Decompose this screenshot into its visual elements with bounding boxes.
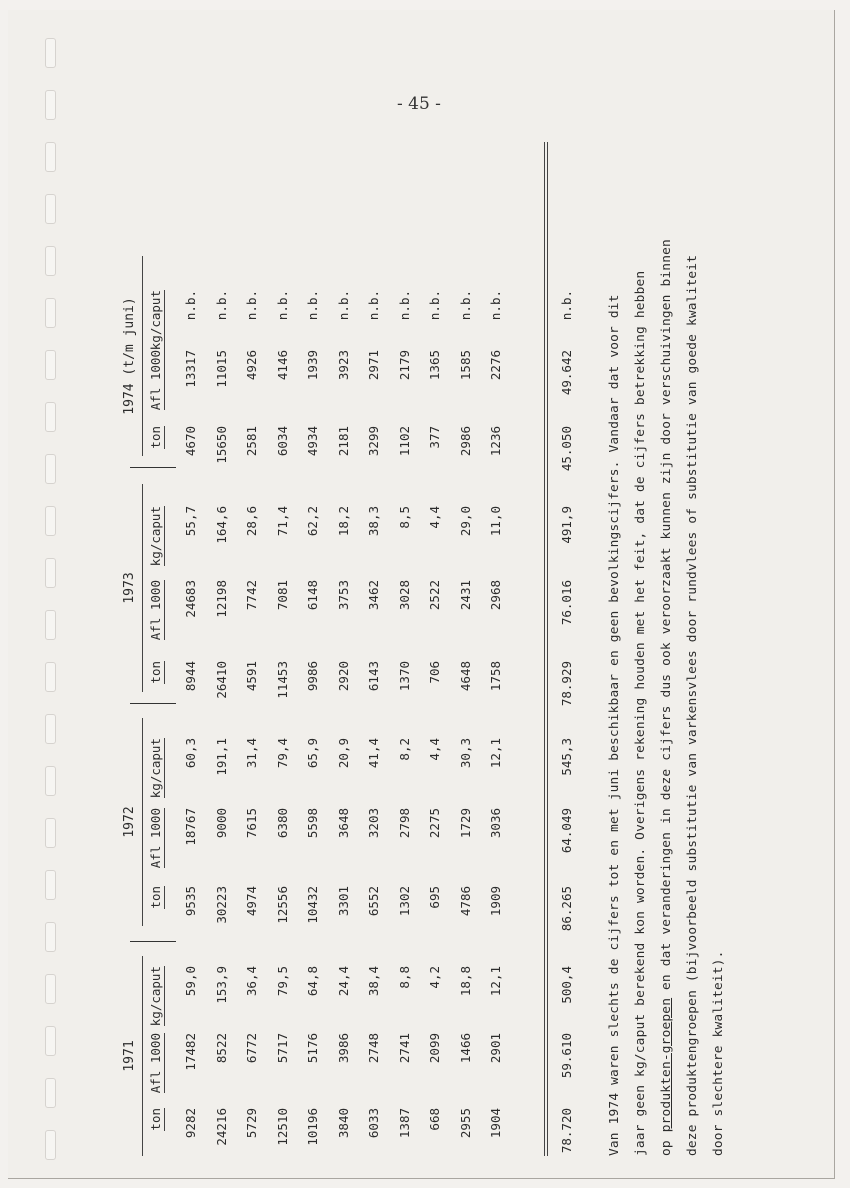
table-cell: 4,4: [427, 506, 442, 529]
table-cell: 1387: [396, 1108, 412, 1139]
table-cell: 62,2: [305, 506, 320, 537]
total-cell: 45.050: [559, 426, 574, 472]
punch-hole: [45, 38, 56, 68]
total-cell: 76.016: [559, 580, 574, 626]
table-cell: n.b.: [366, 290, 381, 321]
note-line-4: deze produktengroepen (bijvoorbeeld substitutie van varkensvlees door rundvlees of substitutie van goede kwaliteit: [685, 254, 700, 1156]
table-cell: 4,4: [427, 738, 442, 761]
table-cell: 3462: [366, 580, 381, 611]
table-cell: 6148: [305, 580, 320, 611]
table-cell: 4786: [457, 886, 473, 917]
table-cell: n.b.: [427, 290, 442, 321]
table-cell: 18,8: [457, 966, 473, 997]
table-rule: [544, 142, 545, 1156]
note-line-1: Van 1974 waren slechts de cijfers tot en met juni beschikbaar en geen bevolkingscijfers. Vandaar dat voor dit: [607, 294, 622, 1156]
table-cell: 59,0: [183, 966, 198, 997]
table-cell: 29,0: [457, 506, 473, 537]
column-header-label: ton: [148, 886, 163, 909]
table-cell: 13317: [183, 350, 198, 388]
year-header: 1974 (t/m juni): [122, 256, 144, 456]
column-header-label: Afl 1000: [148, 350, 163, 411]
punch-hole: [45, 246, 56, 276]
table-cell: 1729: [457, 808, 473, 839]
table-cell: 9986: [305, 661, 320, 692]
table-cell: 28,6: [244, 506, 259, 537]
table-cell: 668: [427, 1108, 442, 1131]
table-cell: 79,4: [274, 738, 290, 769]
table-cell: 6552: [366, 886, 381, 917]
column-header-afl: [148, 580, 170, 668]
column-header-kg: [148, 738, 170, 818]
table-cell: 2986: [457, 426, 473, 457]
table-cell: 2276: [488, 350, 503, 381]
total-cell: 64.049: [559, 808, 574, 854]
table-cell: 15650: [213, 426, 229, 464]
punch-hole: [45, 922, 56, 952]
table-cell: 3923: [335, 350, 351, 381]
table-cell: 2955: [457, 1108, 473, 1139]
table-cell: 41,4: [366, 738, 381, 769]
punch-hole: [45, 974, 56, 1004]
column-header-ton: [148, 1108, 170, 1178]
table-cell: 55,7: [183, 506, 198, 537]
table-cell: n.b.: [274, 290, 290, 321]
table-cell: 8522: [213, 1033, 229, 1064]
table-cell: 4926: [244, 350, 259, 381]
total-cell: 78.929: [559, 661, 574, 707]
table-cell: 7081: [274, 580, 290, 611]
table-cell: 5598: [305, 808, 320, 839]
table-cell: 1302: [396, 886, 412, 917]
table-cell: 191,1: [213, 738, 229, 776]
column-header-kg: [148, 506, 170, 586]
table-cell: 8,5: [396, 506, 412, 529]
table-cell: 5717: [274, 1033, 290, 1064]
table-cell: n.b.: [457, 290, 473, 321]
table-cell: 10196: [305, 1108, 320, 1146]
note-line-2: jaar geen kg/caput berekend kon worden. Overigens rekening houden met het feit, dat de cijfers betrekking hebben: [633, 270, 648, 1156]
punch-hole: [45, 454, 56, 484]
table-cell: 10432: [305, 886, 320, 924]
table-cell: 24683: [183, 580, 198, 618]
punch-hole: [45, 402, 56, 432]
column-header-label: kg/caput: [148, 966, 163, 1027]
table-cell: 7615: [244, 808, 259, 839]
column-header-afl: [148, 808, 170, 894]
table-cell: 2181: [335, 426, 351, 457]
column-header-label: ton: [148, 1108, 163, 1131]
table-cell: 26410: [213, 661, 229, 699]
table-cell: 706: [427, 661, 442, 684]
column-header-ton: [148, 661, 170, 737]
table-cell: n.b.: [213, 290, 229, 321]
table-cell: 4146: [274, 350, 290, 381]
year-header: 1971: [122, 956, 144, 1156]
table-cell: 1466: [457, 1033, 473, 1064]
table-cell: 3986: [335, 1033, 351, 1064]
column-header-afl: [148, 1033, 170, 1113]
table-cell: 2099: [427, 1033, 442, 1064]
note-line-3: [659, 142, 683, 1156]
table-cell: 38,4: [366, 966, 381, 997]
punch-hole: [45, 506, 56, 536]
table-cell: 11,0: [488, 506, 503, 537]
column-header-label: Afl 1000: [148, 1033, 163, 1094]
table-cell: 1758: [488, 661, 503, 692]
table-cell: n.b.: [305, 290, 320, 321]
punch-hole: [45, 350, 56, 380]
table-cell: 12198: [213, 580, 229, 618]
table-cell: 6033: [366, 1108, 381, 1139]
table-cell: 2901: [488, 1033, 503, 1064]
table-cell: 3753: [335, 580, 351, 611]
table-cell: 1370: [396, 661, 412, 692]
table-cell: 2522: [427, 580, 442, 611]
table-cell: 3648: [335, 808, 351, 839]
table-cell: 12556: [274, 886, 290, 924]
table-cell: 1102: [396, 426, 412, 457]
note-line-3-prefix: op: [659, 1132, 674, 1156]
table-cell: 6772: [244, 1033, 259, 1064]
table-cell: 2798: [396, 808, 412, 839]
table-cell: 1585: [457, 350, 473, 381]
table-cell: 6034: [274, 426, 290, 457]
table-cell: 31,4: [244, 738, 259, 769]
table-cell: 30223: [213, 886, 229, 924]
table-cell: n.b.: [488, 290, 503, 321]
table-cell: 2581: [244, 426, 259, 457]
year-header: 1972: [122, 718, 144, 926]
total-cell: n.b.: [559, 290, 574, 321]
page-number: - 45 -: [397, 94, 441, 114]
punch-hole: [45, 558, 56, 588]
table-rule: [547, 142, 548, 1156]
table-cell: 2179: [396, 350, 412, 381]
punch-hole: [45, 1026, 56, 1056]
table-cell: n.b.: [244, 290, 259, 321]
table-cell: 153,9: [213, 966, 229, 1004]
table-cell: 65,9: [305, 738, 320, 769]
table-cell: 11015: [213, 350, 229, 388]
column-header-afl: [148, 350, 170, 436]
table-cell: 2968: [488, 580, 503, 611]
table-cell: 8944: [183, 661, 198, 692]
punch-hole: [45, 610, 56, 640]
table-cell: 2748: [366, 1033, 381, 1064]
column-header-label: kg/caput: [148, 738, 163, 799]
table-cell: 9535: [183, 886, 198, 917]
table-cell: 695: [427, 886, 442, 909]
table-cell: 4934: [305, 426, 320, 457]
table-cell: 2971: [366, 350, 381, 381]
column-header-label: ton: [148, 426, 163, 449]
punch-hole: [45, 870, 56, 900]
table-cell: 9282: [183, 1108, 198, 1139]
table-cell: 3301: [335, 886, 351, 917]
punch-hole: [45, 1078, 56, 1108]
punch-hole: [45, 714, 56, 744]
table-cell: 8,8: [396, 966, 412, 989]
table-cell: 164,6: [213, 506, 229, 544]
table-cell: 3203: [366, 808, 381, 839]
table-cell: 64,8: [305, 966, 320, 997]
table-cell: 8,2: [396, 738, 412, 761]
table-cell: 79,5: [274, 966, 290, 997]
table-cell: 1236: [488, 426, 503, 457]
table-cell: 3840: [335, 1108, 351, 1139]
table-cell: 3028: [396, 580, 412, 611]
punch-hole: [45, 766, 56, 796]
table-cell: 24216: [213, 1108, 229, 1146]
table-cell: 2741: [396, 1033, 412, 1064]
table-cell: 18767: [183, 808, 198, 846]
punch-hole: [45, 818, 56, 848]
column-header-ton: [148, 426, 170, 502]
table-cell: 71,4: [274, 506, 290, 537]
column-header-label: Afl 1000: [148, 808, 163, 869]
punch-hole: [45, 90, 56, 120]
table-cell: 1909: [488, 886, 503, 917]
column-header-kg: [148, 966, 170, 1042]
table-cell: 36,4: [244, 966, 259, 997]
table-cell: 2431: [457, 580, 473, 611]
table-cell: n.b.: [183, 290, 198, 321]
note-underlined-term: produkten-groepen: [659, 997, 674, 1133]
rotated-table-content: [122, 142, 724, 1156]
table-cell: 4670: [183, 426, 198, 457]
total-cell: 500,4: [559, 966, 574, 1004]
table-cell: 38,3: [366, 506, 381, 537]
punch-hole: [45, 662, 56, 692]
column-header-ton: [148, 886, 170, 958]
table-cell: 17482: [183, 1033, 198, 1071]
table-cell: 4,2: [427, 966, 442, 989]
table-cell: 20,9: [335, 738, 351, 769]
table-cell: 2275: [427, 808, 442, 839]
table-cell: 12510: [274, 1108, 290, 1146]
table-cell: 1365: [427, 350, 442, 381]
table-cell: 5729: [244, 1108, 259, 1139]
table-cell: 4591: [244, 661, 259, 692]
table-cell: 24,4: [335, 966, 351, 997]
table-cell: 4974: [244, 886, 259, 917]
table-cell: 1904: [488, 1108, 503, 1139]
total-cell: 86.265: [559, 886, 574, 932]
table-cell: 5176: [305, 1033, 320, 1064]
table-cell: 18,2: [335, 506, 351, 537]
column-header-label: kg/caput: [148, 290, 163, 351]
year-header: 1973: [122, 484, 144, 692]
table-cell: 4648: [457, 661, 473, 692]
table-cell: 12,1: [488, 966, 503, 997]
table-cell: 3036: [488, 808, 503, 839]
table-cell: n.b.: [396, 290, 412, 321]
table-cell: 12,1: [488, 738, 503, 769]
column-header-label: kg/caput: [148, 506, 163, 567]
table-cell: 3299: [366, 426, 381, 457]
table-cell: 2920: [335, 661, 351, 692]
table-cell: 9000: [213, 808, 229, 839]
table-cell: 1939: [305, 350, 320, 381]
table-cell: 60,3: [183, 738, 198, 769]
column-header-label: Afl 1000: [148, 580, 163, 641]
punch-hole: [45, 1130, 56, 1160]
total-cell: 78.720: [559, 1108, 574, 1154]
note-line-3-suffix: en dat veranderingen in deze cijfers dus ook veroorzaakt kunnen zijn door verschuivingen binnen: [659, 239, 674, 998]
table-cell: 377: [427, 426, 442, 449]
punch-hole: [45, 298, 56, 328]
total-cell: 545,3: [559, 738, 574, 776]
total-cell: 59.610: [559, 1033, 574, 1079]
note-line-5: door slechtere kwaliteit).: [711, 950, 726, 1156]
table-cell: 30,3: [457, 738, 473, 769]
table-cell: 11453: [274, 661, 290, 699]
column-header-kg: [148, 290, 170, 356]
table-cell: 6143: [366, 661, 381, 692]
punch-hole: [45, 142, 56, 172]
total-cell: 491,9: [559, 506, 574, 544]
column-header-label: ton: [148, 661, 163, 684]
punch-hole: [45, 194, 56, 224]
table-cell: 7742: [244, 580, 259, 611]
table-cell: 6380: [274, 808, 290, 839]
total-cell: 49.642: [559, 350, 574, 396]
table-cell: n.b.: [335, 290, 351, 321]
